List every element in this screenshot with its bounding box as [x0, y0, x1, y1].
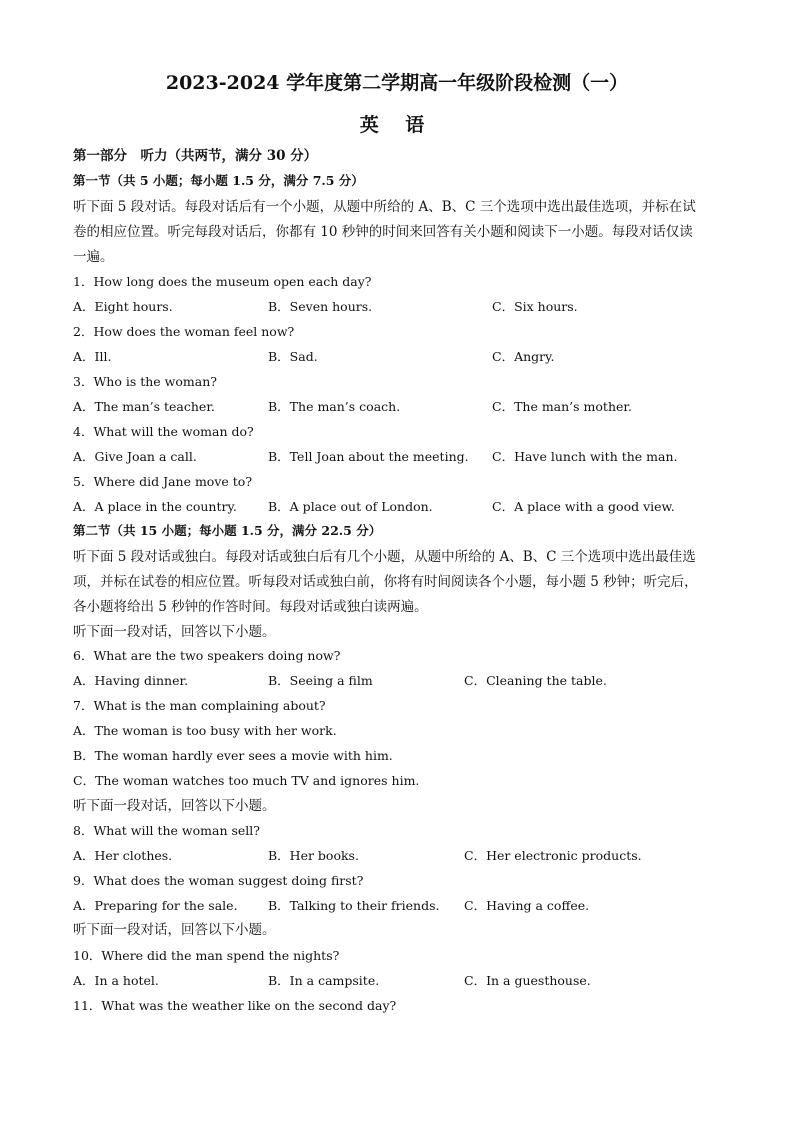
question-3-option-b: B．The man’s coach.	[268, 399, 401, 414]
question-7-option-b: B．The woman hardly ever sees a movie with him.	[73, 748, 393, 763]
question-7-option-a: A．The woman is too busy with her work.	[73, 723, 337, 738]
question-11: 11．What was the weather like on the second day?	[73, 998, 397, 1013]
section2-instruction-line: 听下面 5 段对话或独白。每段对话或独白后有几个小题，从题中所给的 A、B、C 三个选项中选出最佳选	[73, 549, 696, 565]
page-title: 2023-2024 学年度第二学期高一年级阶段检测（一）	[165, 72, 629, 94]
subject-title: 英 语	[359, 114, 435, 136]
question-8: 8．What will the woman sell?	[73, 823, 260, 838]
question-9-option-b: B．Talking to their friends.	[268, 898, 440, 913]
question-1-option-a: A．Eight hours.	[73, 299, 173, 314]
section2-heading: 第二节（共 15 小题；每小题 1.5 分，满分 22.5 分）	[73, 523, 382, 538]
section2-instruction-line: 各小题将给出 5 秒钟的作答时间。每段对话或独白读两遍。	[73, 599, 428, 615]
question-3: 3．Who is the woman?	[73, 374, 217, 389]
question-9: 9．What does the woman suggest doing first?	[73, 873, 364, 888]
question-9-option-c: C．Having a coffee.	[464, 898, 590, 913]
question-6-option-a: A．Having dinner.	[73, 673, 189, 688]
question-5-option-a: A．A place in the country.	[73, 499, 237, 514]
question-2-option-b: B．Sad.	[268, 349, 318, 364]
question-8-option-b: B．Her books.	[268, 848, 359, 863]
question-10-option-b: B．In a campsite.	[268, 973, 380, 988]
question-3-option-a: A．The man’s teacher.	[73, 399, 215, 414]
question-1: 1．How long does the museum open each day?	[73, 274, 372, 289]
section1-heading: 第一节（共 5 小题；每小题 1.5 分，满分 7.5 分）	[73, 173, 364, 188]
section1-instruction-line: 听下面 5 段对话。每段对话后有一个小题，从题中所给的 A、B、C 三个选项中选出最佳选项，并标在试	[73, 199, 696, 215]
question-6-option-c: C．Cleaning the table.	[464, 673, 607, 688]
question-10: 10．Where did the man spend the nights?	[73, 948, 340, 963]
question-6: 6．What are the two speakers doing now?	[73, 648, 341, 663]
listen-prompt: 听下面一段对话，回答以下小题。	[73, 922, 276, 938]
question-1-option-c: C．Six hours.	[492, 299, 578, 314]
question-8-option-a: A．Her clothes.	[73, 848, 173, 863]
listen-prompt: 听下面一段对话，回答以下小题。	[73, 798, 276, 814]
question-2-option-a: A．Ill.	[73, 349, 112, 364]
listen-prompt: 听下面一段对话，回答以下小题。	[73, 624, 276, 640]
question-2: 2．How does the woman feel now?	[73, 324, 295, 339]
question-5-option-b: B．A place out of London.	[268, 499, 433, 514]
question-1-option-b: B．Seven hours.	[268, 299, 373, 314]
question-5-option-c: C．A place with a good view.	[492, 499, 675, 514]
question-4-option-b: B．Tell Joan about the meeting.	[268, 449, 469, 464]
section1-instruction-line: 卷的相应位置。听完每段对话后，你都有 10 秒钟的时间来回答有关小题和阅读下一小题。每段对话仅读	[73, 224, 693, 240]
section1-instruction-line: 一遍。	[73, 249, 114, 265]
question-2-option-c: C．Angry.	[492, 349, 555, 364]
question-10-option-c: C．In a guesthouse.	[464, 973, 591, 988]
question-7: 7．What is the man complaining about?	[73, 698, 326, 713]
question-4: 4．What will the woman do?	[73, 424, 254, 439]
question-5: 5．Where did Jane move to?	[73, 474, 253, 489]
question-6-option-b: B．Seeing a film	[268, 673, 373, 688]
question-8-option-c: C．Her electronic products.	[464, 848, 642, 863]
question-9-option-a: A．Preparing for the sale.	[73, 898, 238, 913]
question-10-option-a: A．In a hotel.	[73, 973, 159, 988]
question-4-option-a: A．Give Joan a call.	[73, 449, 197, 464]
section2-instruction-line: 项，并标在试卷的相应位置。听每段对话或独白前，你将有时间阅读各个小题，每小题 5 秒钟；听完后，	[73, 574, 698, 590]
question-7-option-c: C．The woman watches too much TV and ignores him.	[73, 773, 420, 788]
question-4-option-c: C．Have lunch with the man.	[492, 449, 678, 464]
part1-heading: 第一部分 听力（共两节，满分 30 分）	[73, 148, 318, 164]
question-3-option-c: C．The man’s mother.	[492, 399, 632, 414]
